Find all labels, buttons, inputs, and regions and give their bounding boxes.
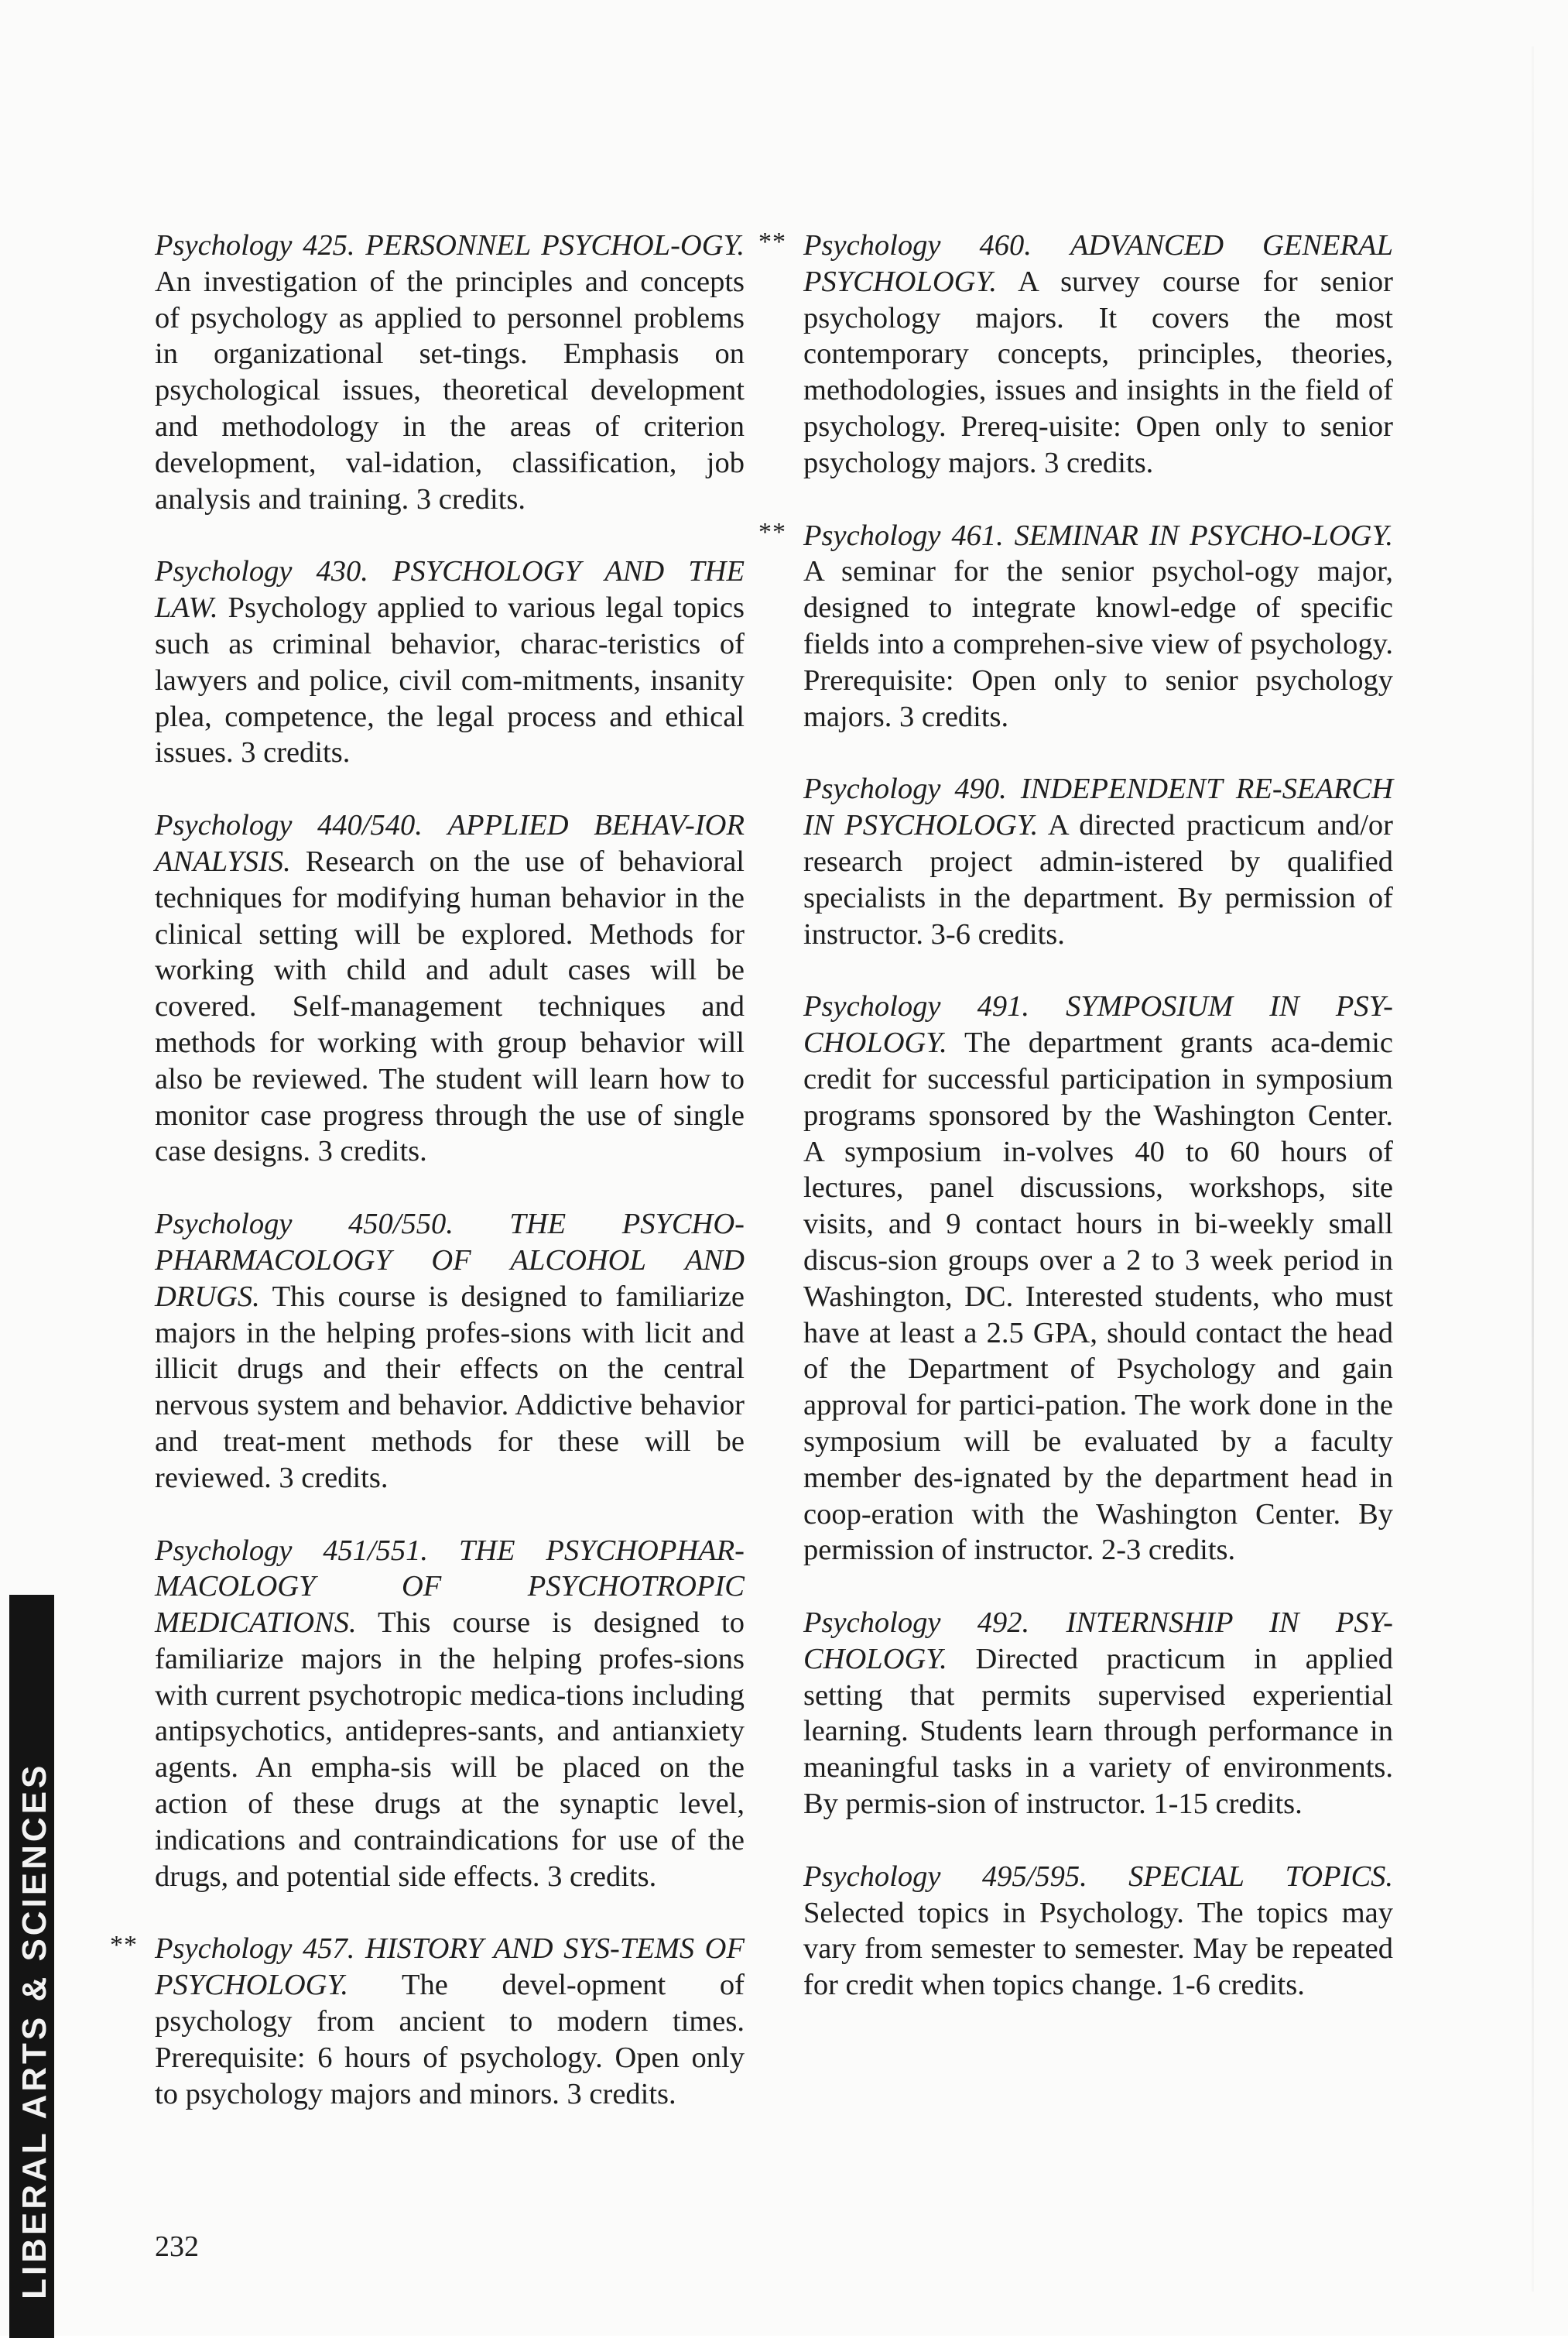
required-course-marker: ** bbox=[758, 228, 786, 256]
course-title: PSYCHOLOGY AND THE LAW. bbox=[155, 555, 745, 625]
course-code: Psychology 461. bbox=[803, 519, 1004, 552]
course-description: This course is designed to familiarize majors in the helping profes-sions with licit and illicit drugs and their effects on the central nervous system and behavior. Addictive behavior and treat-ment methods for these will be reviewed. 3 credits. bbox=[155, 1280, 745, 1494]
course-description: This course is designed to familiarize majors in the helping profes-sions with current psychotropic medica-tions including antipsychotics, antidepres-sants, and antianxiety agents. An empha-sis will be placed on the action of these drugs at the synaptic level, indications and contraindications for use of the drugs, and potential side effects. 3 credits. bbox=[155, 1606, 745, 1893]
course-entry-psych-490 bbox=[803, 771, 1393, 952]
course-entry-psych-460 bbox=[758, 228, 1393, 482]
required-course-marker: ** bbox=[758, 517, 786, 547]
section-edge-tab bbox=[9, 1595, 54, 2338]
course-code: Psychology 491. bbox=[803, 990, 1029, 1023]
course-title: HISTORY AND SYS-TEMS OF PSYCHOLOGY. bbox=[155, 1932, 745, 2002]
course-title: PERSONNEL PSYCHOL-OGY. bbox=[365, 229, 745, 262]
course-code: Psychology 425. bbox=[155, 229, 355, 262]
course-description: Selected topics in Psychology. The topics may vary from semester to semester. May be repeated for credit when topics change. 1-6 credits. bbox=[803, 1896, 1393, 2002]
left-column bbox=[110, 228, 745, 2148]
section-edge-tab-label: LIBERAL ARTS & SCIENCES bbox=[15, 1762, 53, 2299]
course-entry-psych-440 bbox=[155, 807, 745, 1170]
page-number: 232 bbox=[155, 2230, 199, 2263]
required-course-marker: ** bbox=[110, 1931, 138, 1960]
course-title: INTERNSHIP IN PSY-CHOLOGY. bbox=[803, 1606, 1393, 1675]
course-description: An investigation of the principles and concepts of psychology as applied to personnel problems in organizational set-tings. Emphasis on psychological issues, theoretical development and methodology in the areas of criterion development, val-idation, classification, job analysis and training. 3 credits. bbox=[155, 265, 745, 516]
course-title: SYMPOSIUM IN PSY-CHOLOGY. bbox=[803, 990, 1393, 1060]
course-code: Psychology 440/540. bbox=[155, 809, 423, 842]
course-code: Psychology 457. bbox=[155, 1932, 355, 1966]
course-description: A seminar for the senior psychol-ogy major, designed to integrate knowl-edge of specific fields into a comprehen-sive view of psychology. Prerequisite: Open only to senior psychology majors. 3 credits. bbox=[803, 555, 1393, 733]
course-entry-psych-492 bbox=[803, 1605, 1393, 1822]
course-entry-psych-461 bbox=[758, 517, 1393, 735]
course-description: A survey course for senior psychology majors. It covers the most contemporary concepts, principles, theories, methodologies, issues and insights in the field of psychology. Prereq-uisite: Open only to senior psychology majors. 3 credits. bbox=[803, 265, 1393, 479]
course-title: APPLIED BEHAV-IOR ANALYSIS. bbox=[155, 809, 745, 878]
course-code: Psychology 460. bbox=[803, 229, 1032, 262]
course-title: SPECIAL TOPICS. bbox=[1128, 1860, 1393, 1893]
page-fold-shadow bbox=[1532, 46, 1534, 2292]
course-title: THE PSYCHO-PHARMACOLOGY OF ALCOHOL AND DRUGS. bbox=[155, 1208, 745, 1313]
course-code: Psychology 430. bbox=[155, 555, 368, 588]
course-description: The devel-opment of psychology from ancient to modern times. Prerequisite: 6 hours of psychology. Open only to psychology majors and minors. 3 credits. bbox=[155, 1969, 745, 2110]
course-title: INDEPENDENT RE-SEARCH IN PSYCHOLOGY. bbox=[803, 773, 1393, 842]
course-description: Directed practicum in applied setting that permits supervised experiential learning. Students learn through performance in meaningful tasks in a variety of environments. By permis-sion of instructor. 1-15 credits. bbox=[803, 1642, 1393, 1821]
course-entry-psych-430 bbox=[155, 554, 745, 771]
course-description: Psychology applied to various legal topics such as criminal behavior, charac-teristics of lawyers and police, civil com-mitments, insanity plea, competence, the legal process and ethical issues. 3 credits. bbox=[155, 591, 745, 770]
course-title: ADVANCED GENERAL PSYCHOLOGY. bbox=[803, 229, 1393, 298]
course-entry-psych-457 bbox=[110, 1931, 745, 2112]
course-code: Psychology 495/595. bbox=[803, 1860, 1087, 1893]
course-entry-psych-425 bbox=[155, 228, 745, 517]
right-column bbox=[758, 228, 1393, 2040]
course-description: The department grants aca-demic credit for successful participation in symposium programs sponsored by the Washington Center. A symposium in-volves 40 to 60 hours of lectures, panel discussions, workshops, site visits, and 9 contact hours in bi-weekly small discus-sion groups over a 2 to 3 week period in Washington, DC. Interested students, who must have at least a 2.5 GPA, should contact the head of the Department of Psychology and gain approval for partici-pation. The work done in the symposium will be evaluated by a faculty member des-ignated by the department head in coop-eration with the Washington Center. By permission of instructor. 2-3 credits. bbox=[803, 1027, 1393, 1567]
course-description: A directed practicum and/or research project admin-istered by qualified specialists in the department. By permission of instructor. 3-6 credits. bbox=[803, 809, 1393, 951]
course-entry-psych-450 bbox=[155, 1206, 745, 1496]
course-entry-psych-495 bbox=[803, 1859, 1393, 2004]
course-title: THE PSYCHOPHAR-MACOLOGY OF PSYCHOTROPIC MEDICATIONS. bbox=[155, 1534, 745, 1640]
course-description: Research on the use of behavioral techniques for modifying human behavior in the clinical setting will be explored. Methods for working with child and adult cases will be covered. Self-management techniques and methods for working with group behavior will also be reviewed. The student will learn how to monitor case progress through the use of single case designs. 3 credits. bbox=[155, 845, 745, 1168]
course-code: Psychology 492. bbox=[803, 1606, 1030, 1640]
course-code: Psychology 451/551. bbox=[155, 1534, 429, 1567]
course-title: SEMINAR IN PSYCHO-LOGY. bbox=[1014, 519, 1393, 552]
course-code: Psychology 490. bbox=[803, 773, 1007, 806]
course-code: Psychology 450/550. bbox=[155, 1208, 454, 1241]
course-entry-psych-491 bbox=[803, 989, 1393, 1568]
course-entry-psych-451 bbox=[155, 1533, 745, 1895]
